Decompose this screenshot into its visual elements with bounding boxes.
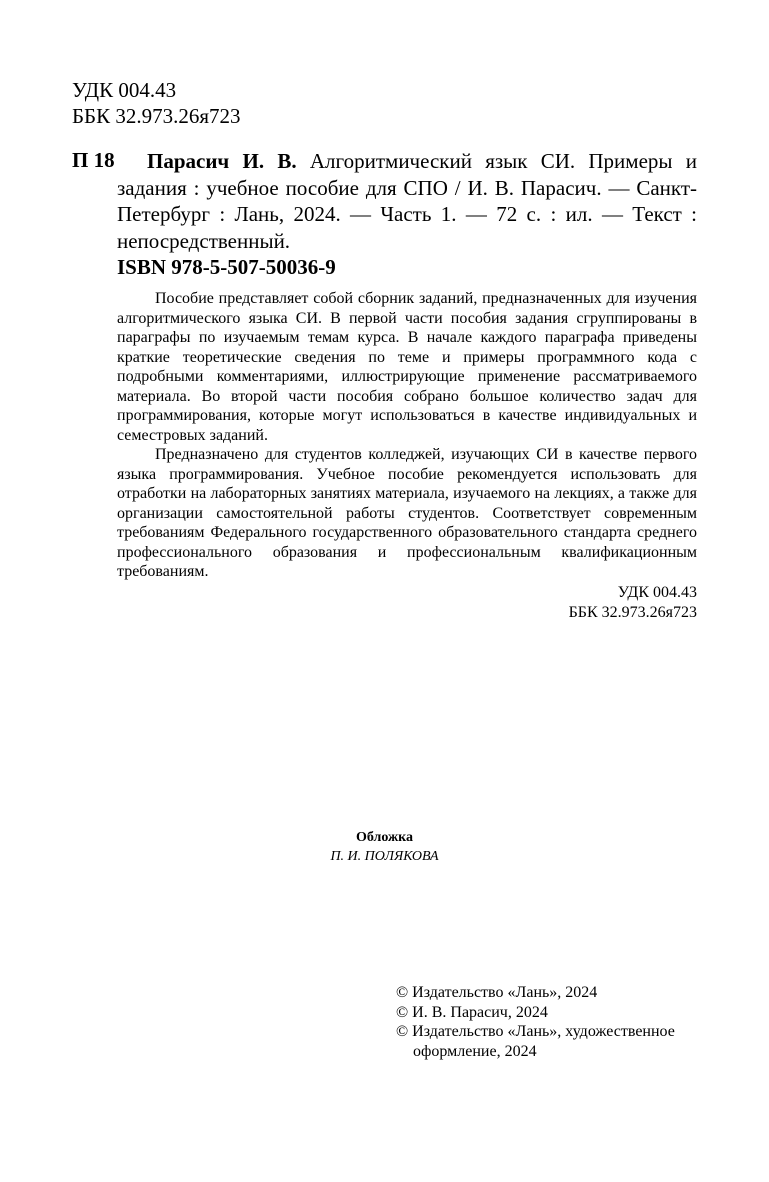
author-name: Парасич И. В. [147, 149, 297, 173]
cover-credit-name: П. И. ПОЛЯКОВА [330, 849, 439, 864]
annotation-paragraph: Пособие представляет собой сборник заданий, предназначенных для изучения алгоритмического языка СИ. В первой части пособия задания сгруппированы в параграфы по изучаемым темам курса. В начале каждого параграфа приведены краткие теоретические сведения по теме и примеры программного кода с подробными комментариями, иллюстрирующие применение рассматриваемого материала. Во второй части пособия собрано большое количество задач для программирования, которые могут использоваться в качестве индивидуальных и семестровых заданий. [117, 290, 697, 444]
footer-udk-code: УДК 004.43 [617, 584, 697, 601]
copyright-line: © И. В. Парасич, 2024 [396, 1003, 548, 1021]
copyright-block [396, 983, 716, 1061]
bibliographic-record [117, 148, 697, 254]
copyright-line: © Издательство «Лань», художественное оформление, 2024 [396, 1023, 675, 1060]
cover-credit-title: Обложка [355, 830, 414, 845]
author-sign: П 18 [72, 148, 115, 172]
annotation [117, 289, 697, 582]
isbn: ISBN 978-5-507-50036-9 [117, 255, 336, 279]
annotation-paragraph: Предназначено для студентов колледжей, изучающих СИ в качестве первого языка программирования. Учебное пособие рекомендуется использовать для отработки на лабораторных занятиях материала, изучаемого на лекциях, а также для организации самостоятельной работы студентов. Соответствует современным требованиям Федерального государственного образовательного стандарта среднего профессионального образования и профессиональным квалификационным требованиям. [117, 446, 697, 580]
footer-bbk-code: ББК 32.973.26я723 [568, 604, 697, 621]
bbk-code: ББК 32.973.26я723 [72, 104, 241, 128]
udk-code: УДК 004.43 [72, 78, 177, 102]
bibliographic-description: Алгоритмический язык СИ. Примеры и задания : учебное пособие для СПО / И. В. Парасич. — Санкт-Петербург : Лань, 2024. — Часть 1. — 72 с. : ил. — Текст : непосредственный. [117, 149, 697, 253]
copyright-line: © Издательство «Лань», 2024 [396, 984, 598, 1001]
